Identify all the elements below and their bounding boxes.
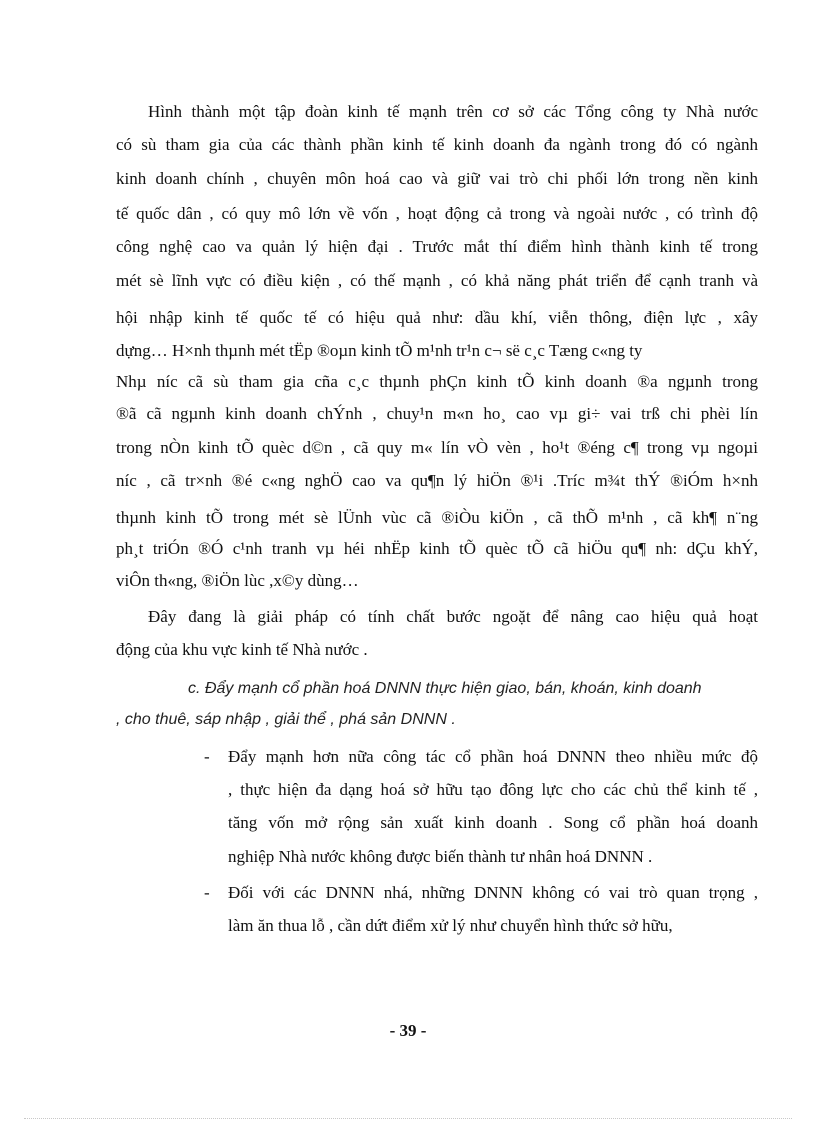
text-line: níc , cã tr×nh ®é c«ng nghÖ cao va qu¶n lý hiÖn ®¹i .Tríc m¾t thÝ ®iÓm h×nh (116, 471, 758, 490)
bullet-line: Đối với các DNNN nhá, những DNNN không có vai trò quan trọng , (228, 883, 758, 902)
section-heading-line: c. Đẩy mạnh cổ phần hoá DNNN thực hiện giao, bán, khoán, kinh doanh (188, 680, 702, 697)
bullet-line: làm ăn thua lỗ , cần dứt điểm xử lý như chuyển hình thức sở hữu, (228, 916, 673, 935)
bullet-marker: - (204, 883, 210, 902)
text-line: Đây đang là giải pháp có tính chất bước ngoặt để nâng cao hiệu quả hoạt (148, 607, 758, 626)
bullet-marker: - (204, 747, 210, 766)
text-line: có sù tham gia của các thành phần kinh tế kinh doanh đa ngành trong đó có ngành (116, 135, 758, 154)
bullet-line: nghiệp Nhà nước không được biến thành tư nhân hoá DNNN . (228, 847, 653, 866)
bullet-line: tăng vốn mở rộng sản xuất kinh doanh . Song cổ phần hoá doanh (228, 813, 758, 832)
section-heading-line: , cho thuê, sáp nhập , giải thể , phá sản DNNN . (116, 711, 456, 728)
bullet-line: , thực hiện đa dạng hoá sở hữu tạo đông lực cho các chủ thể kinh tế , (228, 780, 758, 799)
text-line: dựng… H×nh thµnh mét tËp ®oµn kinh tÕ m¹nh tr¹n c¬ së c¸c Tæng c«ng ty (116, 341, 643, 360)
text-line: ph¸t triÓn ®Ó c¹nh tranh vµ héi nhËp kinh tÕ quèc tÕ cã hiÖu qu¶ nh: dÇu khÝ, (116, 539, 758, 558)
text-line: kinh doanh chính , chuyên môn hoá cao và giữ vai trò chi phối lớn trong nền kinh (116, 169, 758, 188)
text-line: viÔn th«ng, ®iÖn lùc ,x©y dùng… (116, 571, 359, 590)
text-line: ®ã cã ngµnh kinh doanh chÝnh , chuy¹n m«n ho¸ cao vµ gi÷ vai trß chi phèi lín (116, 404, 758, 423)
page-bottom-rule (24, 1118, 792, 1119)
text-line: hội nhập kinh tế quốc tế có hiệu quả như: dầu khí, viễn thông, điện lực , xây (116, 308, 758, 327)
text-line: Hình thành một tập đoàn kinh tế mạnh trên cơ sở các Tổng công ty Nhà nước (148, 102, 758, 121)
page-number: - 39 - (389, 1021, 427, 1040)
text-line: thµnh kinh tÕ trong mét sè lÜnh vùc cã ®iÒu kiÖn , cã thÕ m¹nh , cã kh¶ n¨ng (116, 508, 758, 527)
text-line: tế quốc dân , có quy mô lớn về vốn , hoạt động cả trong và ngoài nước , có trình độ (116, 204, 758, 223)
text-line: động của khu vực kinh tế Nhà nước . (116, 640, 368, 659)
text-line: công nghệ cao va quản lý hiện đại . Trước mắt thí điểm hình thành kinh tế trong (116, 237, 758, 256)
text-line: trong nÒn kinh tÕ quèc d©n , cã quy m« lín vÒ vèn , ho¹t ®éng c¶ trong vµ ngoµi (116, 438, 758, 457)
text-line: Nhµ níc cã sù tham gia cña c¸c thµnh phÇn kinh tÕ kinh doanh ®a ngµnh trong (116, 372, 758, 391)
bullet-line: Đẩy mạnh hơn nữa công tác cổ phần hoá DNNN theo nhiều mức độ (228, 747, 758, 766)
text-line: mét sè lĩnh vực có điều kiện , có thế mạnh , có khả năng phát triển để cạnh tranh và (116, 271, 758, 290)
